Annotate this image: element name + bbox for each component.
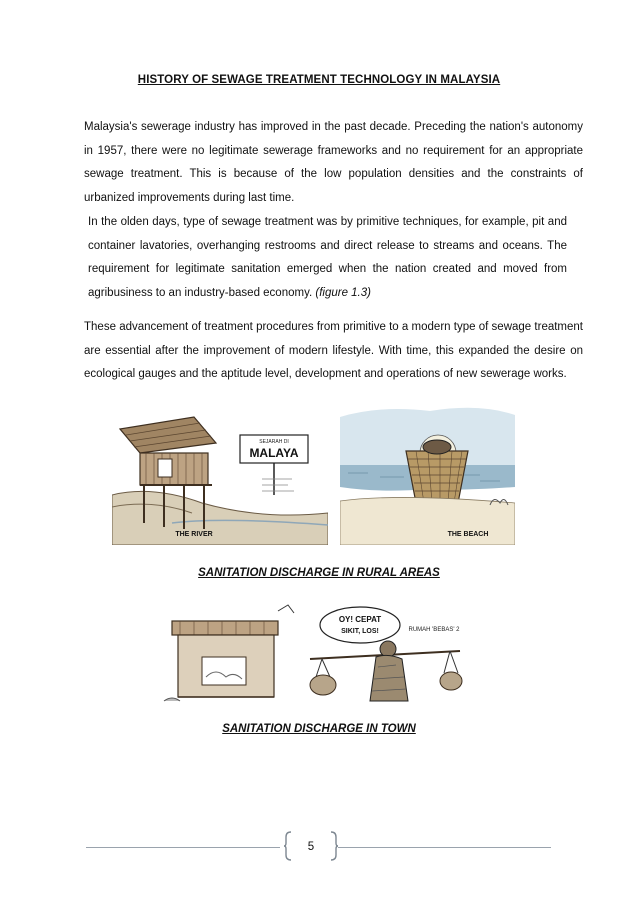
town-bubble-line-2: SIKIT, LOS! [341,628,379,635]
town-bubble-line-1: OY! CEPAT [338,615,382,624]
caption-town: SANITATION DISCHARGE IN TOWN [222,723,416,735]
river-illustration [112,395,328,545]
paragraph-olden-days [68,211,567,305]
footer-line-right [338,847,551,848]
river-sign-small: SEJARAH DI [259,439,289,445]
footer-line-left [86,847,280,848]
paragraph-history: Malaysia's sewerage industry has improved in the past decade. Preceding the nation's autonomy in 1957, there were no legitimate sewerage frameworks and no requirement for an appropriate sewage treatment. This is because of the low population densities and the constraints of urbanized improvements during last time. [84,121,583,204]
paragraph-advancement: These advancement of treatment procedures from primitive to a modern type of sewage treatment are essential after the improvement of modern lifestyle. With time, this expanded the desire on ecological gauges and the aptitude level, development and operations of new sewerage works. [84,321,583,380]
town-sign: RUMAH 'BEBAS' 2 [408,627,460,633]
river-sign-text: MALAYA [249,446,299,460]
page-number: 5 [307,841,315,853]
beach-illustration [340,395,515,545]
caption-rural: SANITATION DISCHARGE IN RURAL AREAS [198,567,440,579]
figure-reference: (figure 1.3) [315,286,371,299]
river-label: THE RIVER [175,531,213,538]
paragraph-olden-days-text: In the olden days, type of sewage treatment was by primitive techniques, for example, pit and container lavatories, overhanging restrooms and direct release to streams and oceans. The requirement for legitimate sanitation emerged when the nation created and moved from agribusiness to an industry-based economy. [88,216,567,299]
beach-label: THE BEACH [447,531,489,538]
page-title: HISTORY OF SEWAGE TREATMENT TECHNOLOGY IN MALAYSIA [137,74,501,86]
town-illustration [160,603,480,706]
right-bracket-icon [330,831,338,861]
